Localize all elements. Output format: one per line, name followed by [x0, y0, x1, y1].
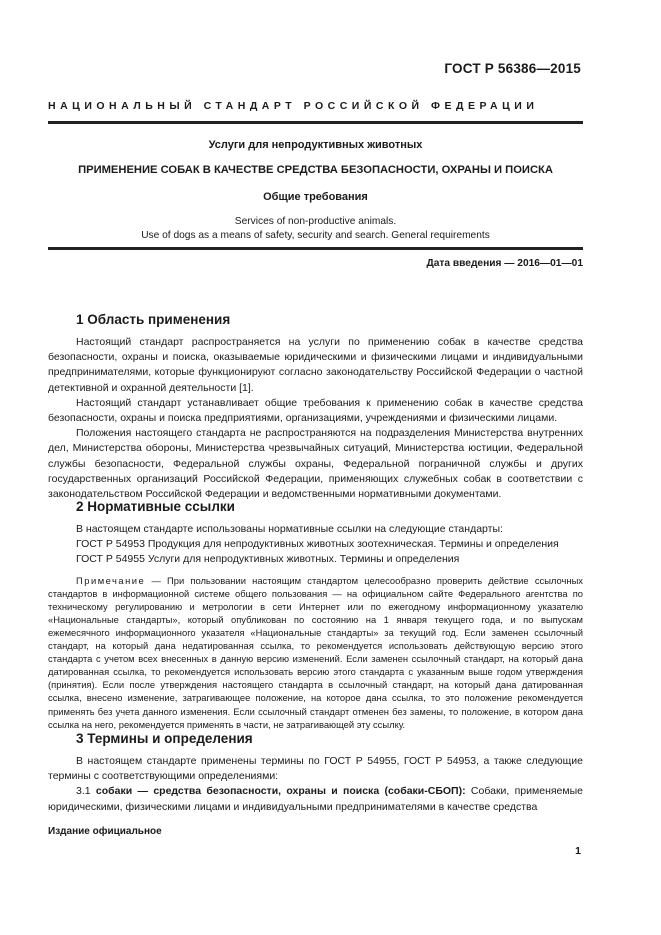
title-rule: [48, 247, 583, 250]
section-3-body: [48, 754, 583, 815]
header-rule: [48, 121, 583, 124]
english-title-line-2: Use of dogs as a means of safety, security and search. General requirements: [141, 230, 490, 241]
section-2-intro: В настоящем стандарте использованы нормативные ссылки на следующие стандарты:: [76, 523, 503, 535]
normative-reference: ГОСТ Р 54953 Продукция для непродуктивных животных зоотехническая. Термины и определения: [76, 538, 559, 551]
official-edition-label: Издание официальное: [48, 826, 162, 837]
section-1-paragraph: Настоящий стандарт устанавливает общие требования к применению собак в качестве средства безопасности, охраны и поиска предприятиями, организациями, учреждениями и физическими лицами.: [48, 396, 583, 425]
national-standard-banner: НАЦИОНАЛЬНЫЙ СТАНДАРТ РОССИЙСКОЙ ФЕДЕРАЦИИ: [48, 100, 539, 112]
introduction-date: Дата введения — 2016—01—01: [426, 258, 583, 269]
section-3-heading: 3 Термины и определения: [76, 731, 253, 746]
section-1-heading: 1 Область применения: [76, 312, 231, 327]
section-1-paragraph: Настоящий стандарт распространяется на услуги по применению собак в качестве средства безопасности, охраны и поиска, оказываемые юридическими и физическими лицами и индивидуальными предпринимателями, которые функционируют согласно законодательству Российской Федерации о частной детективной и охранной деятельности [1].: [48, 336, 583, 394]
title-line-3: Общие требования: [263, 191, 368, 203]
section-3-paragraph: В настоящем стандарте применены термины по ГОСТ Р 54955, ГОСТ Р 54953, а также следующие термины с соответствующими определениями:: [48, 755, 583, 783]
title-line-1: Услуги для непродуктивных животных: [208, 139, 423, 151]
normative-reference: ГОСТ Р 54955 Услуги для непродуктивных животных. Термины и определения: [76, 553, 460, 566]
document-number: ГОСТ Р 56386—2015: [444, 61, 581, 76]
section-2-body: [48, 522, 583, 731]
title-line-2: ПРИМЕНЕНИЕ СОБАК В КАЧЕСТВЕ СРЕДСТВА БЕЗОПАСНОСТИ, ОХРАНЫ И ПОИСКА: [78, 164, 553, 176]
english-title: [48, 215, 583, 243]
term-definition: [48, 784, 583, 814]
section-1-body: [48, 335, 583, 502]
english-title-line-1: Services of non-productive animals.: [234, 216, 397, 227]
term-number: 3.1: [76, 785, 96, 798]
section-1-paragraph: Положения настоящего стандарта не распространяются на подразделения Министерства внутренних дел, Министерства обороны, Министерства чрезвычайных ситуаций, Министерства юстиции, Федеральной службы безопасности, Федеральной службы охраны, Федеральной пограничной службы и других государственных организаций Российской Федерации, применяющих служебных собак в соответствии с законодательством Российской Федерации и ведомственными нормативными документами.: [48, 427, 583, 501]
note-text: — При пользовании настоящим стандартом целесообразно проверить действие ссылочных стандартов в информационной системе общего пользования — на официальном сайте Федерального агентства по техническому регулированию и метрологии в сети Интернет или по ежегодному информационному указателю «Национальные стандарты», который опубликован по состоянию на 1 января текущего года, и по выпускам ежемесячного информационного указателя «Национальные стандарты» за текущий год. Если заменен ссылочный стандарт, на который дана недатированная ссылка, то рекомендуется использовать действующую версию этого стандарта с учетом всех внесенных в данную версию изменений. Если заменен ссылочный стандарт, на который дана датированная ссылка, то рекомендуется использовать версию этого стандарта с указанным выше годом утверждения (принятия). Если после утверждения настоящего стандарта в ссылочный стандарт, на который дана датированная ссылка, внесено изменение, затрагивающее положение, на которое дана ссылка, то это положение рекомендуется применять без учета данного изменения. Если ссылочный стандарт отменен без замены, то положение, в котором дана ссылка на него, рекомендуется применять в части, не затрагивающей эту ссылку.: [48, 574, 583, 730]
term-name: собаки — средства безопасности, охраны и поиска (собаки-СБОП):: [95, 785, 466, 798]
page-number: 1: [575, 845, 581, 857]
term-text: Собаки, применяемые юридическими, физическими лицами и индивидуальными предпринимателями в качестве средства: [48, 785, 584, 813]
section-2-heading: 2 Нормативные ссылки: [76, 499, 235, 514]
note-paragraph: [48, 574, 583, 731]
note-label: Примечание: [76, 574, 146, 586]
